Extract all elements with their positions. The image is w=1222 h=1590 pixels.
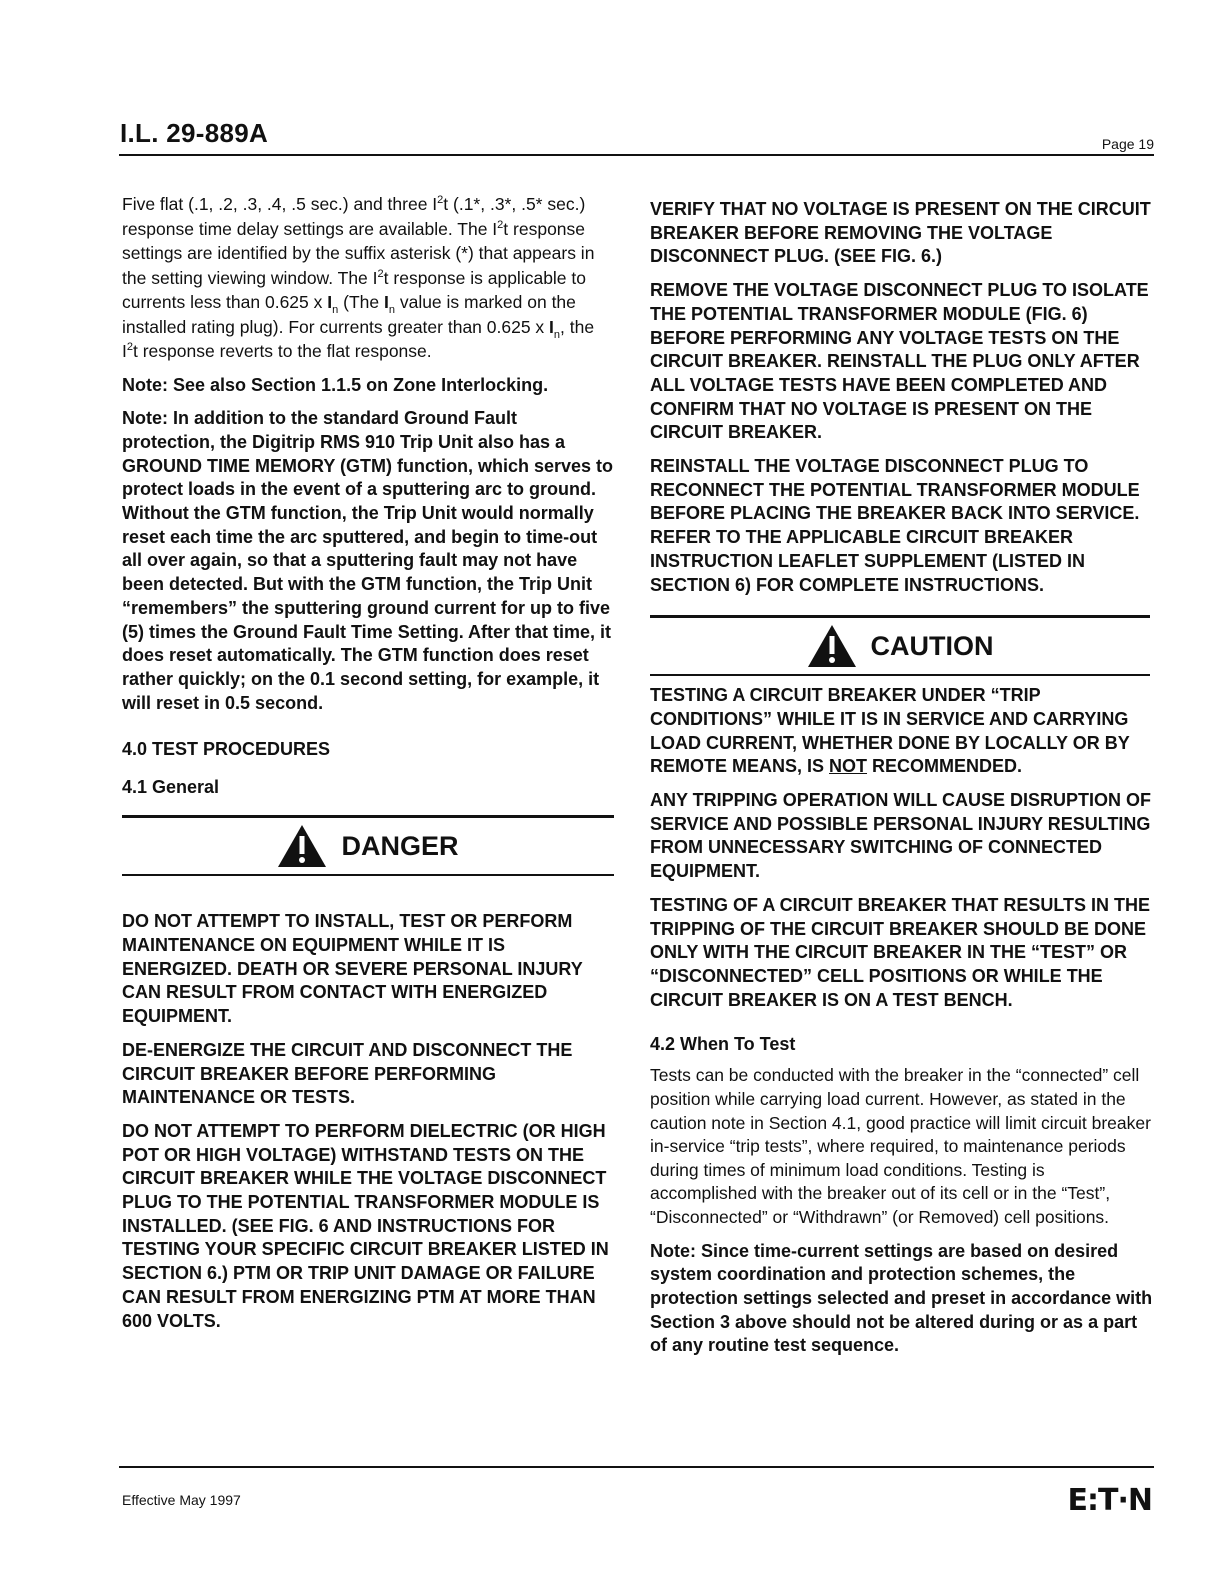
right-column [650, 198, 1155, 1368]
reinstall-plug-paragraph: REINSTALL THE VOLTAGE DISCONNECT PLUG TO RECONNECT THE POTENTIAL TRANSFORMER MODULE BEFORE PLACING THE BREAKER BACK INTO SERVICE. REFER TO THE APPLICABLE CIRCUIT BREAKER INSTRUCTION LEAFLET SUPPLEMENT (LISTED IN SECTION 6) FOR COMPLETE INSTRUCTIONS. [650, 456, 1140, 595]
section-heading-4-0: 4.0 TEST PROCEDURES [122, 739, 331, 760]
caution-paragraph-3: TESTING OF A CIRCUIT BREAKER THAT RESULTS IN THE TRIPPING OF THE CIRCUIT BREAKER SHOULD BE DONE ONLY WITH THE CIRCUIT BREAKER IN THE “TEST” OR “DISCONNECTED” CELL POSITIONS OR WHILE THE CIRCUIT BREAKER IS ON A TEST BENCH. [650, 894, 1150, 1010]
section-heading-4-1: 4.1 General [122, 777, 220, 798]
document-number: I.L. 29-889A [120, 118, 269, 148]
footer-rule [119, 1466, 1154, 1468]
warning-triangle-icon [277, 824, 327, 868]
remove-plug-paragraph: REMOVE THE VOLTAGE DISCONNECT PLUG TO ISOLATE THE POTENTIAL TRANSFORMER MODULE (FIG. 6) BEFORE PERFORMING ANY VOLTAGE TESTS ON THE CIRCUIT BREAKER. REINSTALL THE PLUG ONLY AFTER ALL VOLTAGE TESTS HAVE BEEN COMPLETED AND CONFIRM THAT NO VOLTAGE IS PRESENT ON THE CIRCUIT BREAKER. [650, 280, 1149, 443]
caution-banner [650, 615, 1150, 676]
warning-triangle-icon [807, 624, 857, 668]
note-protection-settings: Note: Since time-current settings are based on desired system coordination and protection schemes, the protection settings selected and preset in accordance with Section 3 above should not be altered during or as a part of any routine test sequence. [650, 1240, 1153, 1356]
page-number: Page 19 [1101, 136, 1154, 152]
header-rule [119, 154, 1154, 156]
when-to-test-paragraph: Tests can be conducted with the breaker in the “connected” cell position while carrying load current. However, as stated in the caution note in Section 4.1, good practice will limit circuit breaker in-service “trip tests”, where required, to maintenance periods during times of minimum load conditions. Testing is accomplished with the breaker out of its cell or in the “Test”, “Disconnected” or “Withdrawn” (or Removed) cell positions. [650, 1065, 1151, 1227]
danger-banner [122, 815, 614, 876]
eaton-logo: E:T·N [1067, 1483, 1152, 1518]
caution-label: CAUTION [870, 630, 994, 661]
caution-paragraph-1: TESTING A CIRCUIT BREAKER UNDER “TRIP CONDITIONS” WHILE IT IS IN SERVICE AND CARRYING LOAD CURRENT, WHETHER DONE BY LOCALLY OR BY REMOTE MEANS, IS NOT RECOMMENDED. [650, 685, 1130, 777]
verify-paragraph: VERIFY THAT NO VOLTAGE IS PRESENT ON THE CIRCUIT BREAKER BEFORE REMOVING THE VOLTAGE DISCONNECT PLUG. (SEE FIG. 6.) [650, 199, 1151, 267]
intro-paragraph: Five flat (.1, .2, .3, .4, .5 sec.) and three $I^2t$ (.1*, .3*, .5* sec.) response time delay settings are available. The $I^2t$ response settings are identified by the suffix asterisk (*) that appears in the setting viewing window. The $I^2t$ response is applicable to currents less than 0.625 x $I_n$ (The $I_n$ value is marked on the installed rating plug). For currents greater than 0.625 x $I_n$, the $I^2t$ response reverts to the flat response. [122, 194, 595, 361]
effective-date: Effective May 1997 [122, 1492, 241, 1508]
danger-paragraph-2: DE-ENERGIZE THE CIRCUIT AND DISCONNECT THE CIRCUIT BREAKER BEFORE PERFORMING MAINTENANCE OR TESTS. [122, 1039, 573, 1108]
note-ground-time-memory: Note: In addition to the standard Ground Fault protection, the Digitrip RMS 910 Trip Unit also has a GROUND TIME MEMORY (GTM) function, which serves to protect loads in the event of a sputtering arc to ground. Without the GTM function, the Trip Unit would normally reset each time the arc sputtered, and begin to time-out all over again, so that a sputtering fault may not have been detected. But with the GTM function, the Trip Unit “remembers” the sputtering ground current for up to five (5) times the Ground Fault Time Setting. After that time, it does reset automatically. The GTM function does reset rather quickly; on the 0.1 second setting, for example, it will reset in 0.5 second. [122, 408, 614, 713]
section-heading-4-2: 4.2 When To Test [650, 1034, 796, 1055]
caution-paragraph-2: ANY TRIPPING OPERATION WILL CAUSE DISRUPTION OF SERVICE AND POSSIBLE PERSONAL INJURY RESULTING FROM UNNECESSARY SWITCHING OF CONNECTED EQUIPMENT. [650, 790, 1152, 882]
note-zone-interlocking: Note: See also Section 1.1.5 on Zone Interlocking. [122, 374, 549, 395]
danger-paragraph-3: DO NOT ATTEMPT TO PERFORM DIELECTRIC (OR HIGH POT OR HIGH VOLTAGE) WITHSTAND TESTS ON THE CIRCUIT BREAKER WHILE THE VOLTAGE DISCONNECT PLUG TO THE POTENTIAL TRANSFORMER MODULE IS INSTALLED. (SEE FIG. 6 AND INSTRUCTIONS FOR TESTING YOUR SPECIFIC CIRCUIT BREAKER LISTED IN SECTION 6.) PTM OR TRIP UNIT DAMAGE OR FAILURE CAN RESULT FROM ENERGIZING PTM AT MORE THAN 600 VOLTS. [122, 1120, 609, 1331]
danger-paragraph-1: DO NOT ATTEMPT TO INSTALL, TEST OR PERFORM MAINTENANCE ON EQUIPMENT WHILE IT IS ENERGIZED. DEATH OR SEVERE PERSONAL INJURY CAN RESULT FROM CONTACT WITH ENERGIZED EQUIPMENT. [122, 911, 583, 1027]
left-column [122, 192, 614, 1343]
danger-label: DANGER [341, 830, 459, 861]
